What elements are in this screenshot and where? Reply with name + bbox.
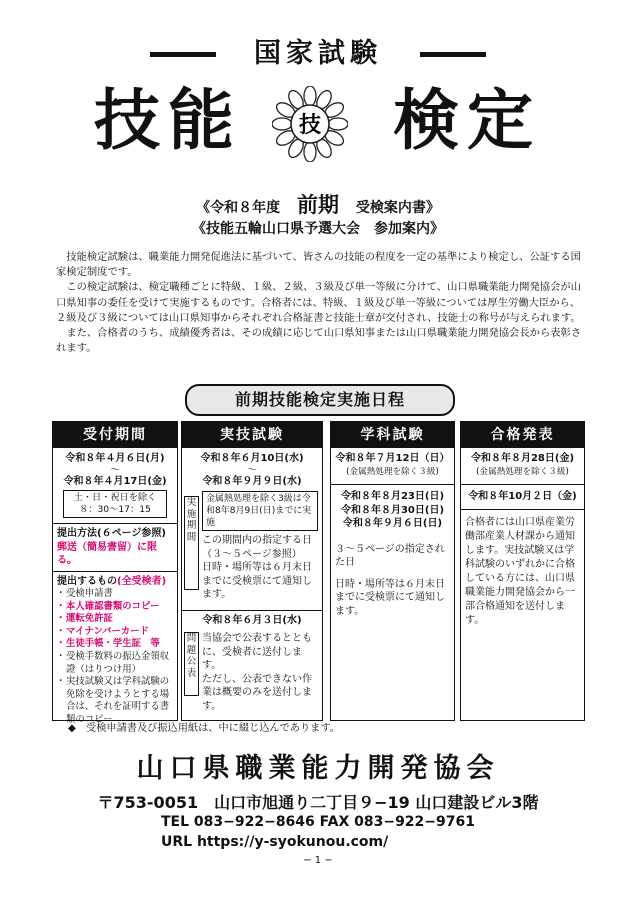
intro-paragraph: この検定試験は、検定職種ごとに特級、１級、２級、３級及び単一等級に分けて、山口県職業能力開発協会が山口県知事の委任を受けて実施するものです。合格者には、特級、１級及び単一等級については厚生労働大臣から、２級及び３級については山口県知事からそれぞれ合格証書と技能士章が交付され、技能士の称号が与えられます。 xyxy=(56,281,581,324)
emblem-icon xyxy=(272,86,348,162)
docs-list xyxy=(57,588,173,727)
org-tel: TEL 083−922−8646 FAX 083−922−9761 xyxy=(161,814,475,830)
date-pub: 令和８年６月３日(水) xyxy=(202,615,302,626)
goukaku-desc: 合格者には山口県産業労働部産業人材課から通知します。実技試験又は学科試験のいずれかに合格している方には、山口県職業能力開発協会から一部合格通知を送付します。 xyxy=(465,516,575,626)
hours-box xyxy=(63,490,167,518)
goukaku-date2: 令和８年10月２日（金) xyxy=(468,491,577,502)
doc-sub: 生徒手帳・学生証 等 xyxy=(66,638,160,650)
column-head: 合格発表 xyxy=(461,422,584,448)
list-item: ・ 実技試験又は学科試験の免除を受けようとする場合は、それを証明する書類のコピー xyxy=(57,676,173,726)
date-to: 令和８年９月９日(水) xyxy=(202,475,302,487)
jitsugi-desc4: ただし、公表できない作業は概要のみを送付します。 xyxy=(202,673,312,712)
goukaku-date1: 令和８年８月28日(金) xyxy=(470,453,575,464)
gakka-date4: 令和８年９月６日(日) xyxy=(342,518,443,529)
page-number: − 1 − xyxy=(303,855,333,866)
docs-label: 提出するもの xyxy=(57,575,117,587)
goukaku-date1-note: (金属熱処理を除く３級) xyxy=(476,466,569,477)
list-item-sub xyxy=(57,638,173,651)
jitsugi-desc3: 当協会で公表するとともに、受検者に送付します。 xyxy=(202,633,312,671)
gakka-date1: 令和８年７月12日（日） xyxy=(335,453,450,464)
date-to: 令和８年４月17日(金) xyxy=(63,475,167,487)
list-item-sub xyxy=(57,613,173,626)
note-box: 金属熱処理を除く3級は令和8年8月9日(日)までに実施 xyxy=(202,491,318,531)
column-uketsuke xyxy=(52,421,178,725)
vlabel-mondai: 問題公表 xyxy=(184,632,199,696)
tilde: 〜 xyxy=(110,464,120,476)
column-head: 実技試験 xyxy=(182,422,322,448)
org-name: 山口県職業能力開発協会 xyxy=(136,753,500,784)
method-label: 提出方法(６ページ参照) xyxy=(57,528,166,539)
list-item: ・ 受検手数料の振込金領収證（はりつけ用） xyxy=(57,651,173,676)
kicker-bar-right xyxy=(420,52,486,57)
gakka-desc2: 日時・場所等は６月末日までに受検票にて通知します。 xyxy=(335,578,445,617)
doc-sub: 運転免許証 xyxy=(66,613,113,625)
column-goukaku xyxy=(460,421,585,721)
emblem-char: 技 xyxy=(298,113,322,138)
subtitle-post: 受検案内書》 xyxy=(355,200,440,216)
kicker-bar-left xyxy=(150,52,216,57)
subtitle-pre: 《令和８年度 xyxy=(196,200,281,216)
date-from: 令和８年４月６日(月) xyxy=(65,453,165,464)
intro-paragraph: 技能検定試験は、職業能力開発促進法に基づいて、皆さんの技能の程度を一定の基準により検定し、公証する国家検定制度です。 xyxy=(56,251,581,279)
schedule-title: 前期技能検定実施日程 xyxy=(185,384,455,416)
column-head: 受付期間 xyxy=(53,422,177,448)
list-item-sub xyxy=(57,626,173,639)
intro-text xyxy=(56,250,586,356)
org-url[interactable]: URL https://y-syokunou.com/ xyxy=(161,834,389,850)
kicker-line xyxy=(150,36,486,72)
gakka-date2: 令和８年８月23日(日) xyxy=(340,491,445,502)
subtitle xyxy=(0,192,636,221)
hours-note1: 土・日・祝日を除く xyxy=(73,492,157,503)
column-gakka xyxy=(330,421,455,721)
hours-note2: ８：30〜17：15 xyxy=(79,504,151,515)
column-head: 学科試験 xyxy=(331,422,454,448)
org-address: 〒753-0051 山口市旭通り二丁目９−19 山口建設ビル3階 xyxy=(97,793,539,812)
jitsugi-desc2: 日時・場所等は６月末日までに受検票にて通知します。 xyxy=(202,562,312,600)
vlabel-jisshi: 実施期間 xyxy=(184,496,199,590)
doc-sub: マイナンバーカード xyxy=(66,625,149,637)
intro-paragraph: また、合格者のうち、成績優秀者は、その成績に応じて山口県知事または山口県職業能力開発協会長から表彰されます。 xyxy=(56,327,582,355)
tilde: 〜 xyxy=(247,464,257,476)
subtitle2: 《技能五輪山口県予選大会 参加案内》 xyxy=(192,221,444,237)
kicker-title: 国家試験 xyxy=(254,38,382,69)
gakka-desc1: ３〜５ページの指定された日 xyxy=(335,543,445,568)
gakka-date3: 令和８年８月30日(日) xyxy=(340,504,445,516)
list-item: ・ 受検申請書 xyxy=(57,588,173,601)
gakka-date1-note: (金属熱処理を除く３級) xyxy=(346,466,439,477)
subtitle-main: 前期 xyxy=(297,193,339,217)
title-right: 検定 xyxy=(393,81,541,159)
footnote: ◆ 受検申請書及び振込用紙は、中に綴じ込んであります。 xyxy=(68,723,340,734)
jitsugi-desc1: この期間内の指定する日（３〜５ページ参照） xyxy=(202,535,312,560)
date-from: 令和８年６月10日(水) xyxy=(200,453,304,464)
method-value: 郵送（簡易書留）に限る。 xyxy=(57,541,157,566)
docs-label2: (全受検者) xyxy=(117,575,167,587)
column-jitsugi xyxy=(181,421,323,721)
list-item: ・ 本人確認書類のコピー xyxy=(57,601,173,614)
title-left: 技能 xyxy=(94,81,242,159)
